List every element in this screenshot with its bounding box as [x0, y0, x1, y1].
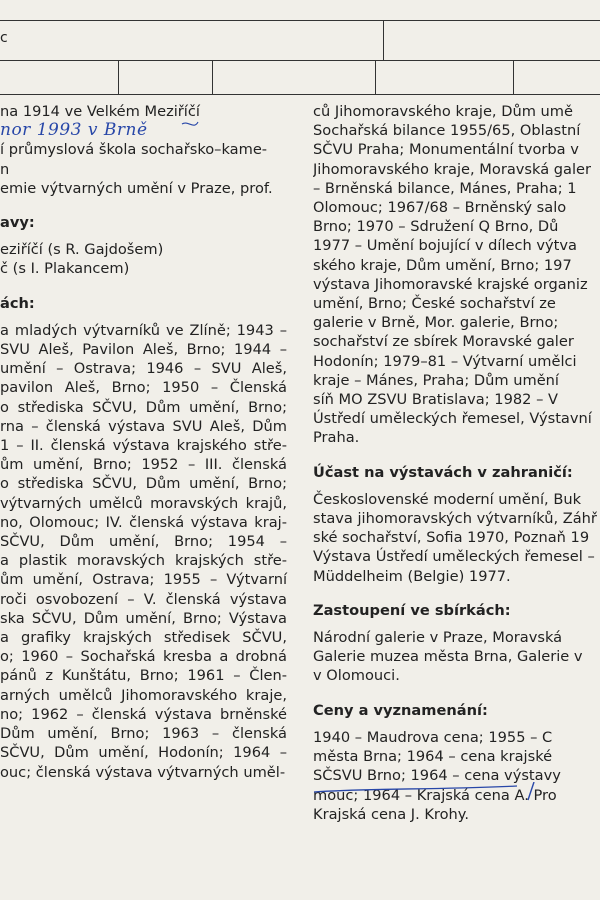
exhibition-line: ům umění, Ostrava; 1955 – Výtvarní — [0, 571, 287, 589]
award-line: Krajská cena J. Krohy. — [313, 805, 469, 823]
exhibition-line: galerie v Brně, Mor. galerie, Brno; — [313, 314, 559, 332]
header-separator-4 — [513, 60, 514, 94]
exhibition-line: Praha. — [313, 429, 360, 447]
header-glyph: c — [0, 30, 8, 46]
exhibition-line: pavilon Aleš, Brno; 1950 – Členská — [0, 379, 287, 397]
abroad-line: Müddelheim (Belgie) 1977. — [313, 567, 511, 585]
exhibition-line: síň MO ZSVU Bratislava; 1982 – V — [313, 391, 558, 409]
abroad-line: Výstava Ústředí uměleckých řemesel – — [313, 548, 595, 566]
exhibitions-list — [0, 321, 287, 782]
exhibition-line: 1977 – Umění bojující v dílech výtva — [313, 237, 577, 255]
exhibition-line: a plastik moravských krajských stře- — [0, 552, 287, 570]
exhibition-line: a mladých výtvarníků ve Zlíně; 1943 – — [0, 321, 287, 339]
exhibitions-continued-list — [313, 102, 600, 448]
abroad-line: Československé moderní umění, Buk — [313, 490, 582, 508]
exhibition-line: pánů z Kunštátu, Brno; 1961 – Člen- — [0, 667, 287, 685]
exhibition-line: Jihomoravského kraje, Moravská galer — [313, 160, 592, 178]
header-separator-3 — [375, 60, 376, 94]
exhibition-line: rna – členská výstava SVU Aleš, Dům — [0, 417, 287, 435]
education-line-3: emie výtvarných umění v Praze, prof. — [0, 179, 273, 197]
right-column — [313, 98, 600, 824]
header-separator-1 — [118, 60, 119, 94]
exhibition-line: SČVU Praha; Monumentální tvorba v — [313, 141, 579, 159]
collections-heading: Zastoupení ve sbírkách: — [313, 601, 511, 619]
abroad-list — [313, 490, 600, 586]
exhibition-line: o střediska SČVU, Dům umění, Brno; — [0, 475, 287, 493]
exhibition-line: o; 1960 – Sochařská kresba a drobná — [0, 648, 287, 666]
section-realizations-heading: avy: — [0, 214, 35, 232]
exhibition-line: kraje – Mánes, Praha; Dům umění — [313, 371, 559, 389]
exhibition-line: ům umění, Brno; 1952 – III. členská — [0, 456, 287, 474]
header-rule — [0, 60, 600, 61]
exhibition-line: SČVU, Dům umění, Hodonín; 1964 – — [0, 744, 287, 762]
exhibition-line: a grafiky krajských středisek SČVU, — [0, 629, 287, 647]
exhibition-line: Dům umění, Brno; 1963 – členská — [0, 725, 287, 743]
award-line: mouc; 1964 – Krajská cena A. Pro — [313, 786, 557, 804]
exhibition-line: ského kraje, Dům umění, Brno; 197 — [313, 256, 572, 274]
award-line: 1940 – Maudrova cena; 1955 – C — [313, 728, 553, 746]
exhibition-line: o střediska SČVU, Dům umění, Brno; — [0, 398, 287, 416]
top-column-separator — [383, 20, 384, 60]
exhibition-line: no, Olomouc; IV. členská výstava kraj- — [0, 513, 287, 531]
realization-line: eziříčí (s R. Gajdošem) — [0, 241, 164, 259]
handwritten-underline — [312, 782, 542, 816]
exhibition-line: 1 – II. členská výstava krajského stře- — [0, 437, 287, 455]
exhibition-line: – Brněnská bilance, Mánes, Praha; 1 — [313, 179, 577, 197]
birth-line: na 1914 ve Velkém Meziříčí — [0, 103, 200, 120]
exhibition-line: SČVU, Dům umění, Brno; 1954 – — [0, 533, 287, 551]
exhibition-line: umění – Ostrava; 1946 – SVU Aleš, — [0, 360, 287, 378]
collections-list — [313, 628, 600, 686]
award-line: města Brna; 1964 – cena krajské — [313, 748, 553, 766]
left-column — [0, 98, 299, 782]
top-rule — [0, 20, 600, 21]
collection-line: Galerie muzea města Brna, Galerie v — [313, 648, 583, 666]
exhibition-line: ouc; členská výstava výtvarných uměl- — [0, 763, 286, 781]
header-separator-2 — [212, 60, 213, 94]
awards-heading: Ceny a vyznamenání: — [313, 701, 488, 719]
exhibition-line: no; 1962 – členská výstava brněnské — [0, 705, 287, 723]
collection-line: v Olomouci. — [313, 667, 400, 685]
header-bottom-rule — [0, 94, 600, 95]
section-exhibitions-heading: ách: — [0, 294, 35, 312]
exhibition-line: Sochařská bilance 1955/65, Oblastní — [313, 122, 581, 140]
exhibition-line: ců Jihomoravského kraje, Dům umě — [313, 103, 573, 120]
exhibition-line: Brno; 1970 – Sdružení Q Brno, Dů — [313, 218, 559, 236]
exhibition-line: sochařství ze sbírek Moravské galer — [313, 333, 574, 351]
exhibition-line: ska SČVU, Dům umění, Brno; Výstava — [0, 609, 287, 627]
abroad-line: ské sochařství, Sofia 1970, Poznaň 19 — [313, 529, 590, 547]
abroad-heading: Účast na výstavách v zahraničí: — [313, 463, 573, 481]
education-line-1: í průmyslová škola sochařsko–kame- — [0, 141, 268, 159]
handwritten-death-note: nor 1993 v Brně — [0, 120, 148, 141]
exhibition-line: umění, Brno; České sochařství ze — [313, 295, 556, 313]
award-line: SČSVU Brno; 1964 – cena výstavy — [313, 767, 561, 785]
exhibition-line: výtvarných umělců moravských krajů, — [0, 494, 287, 512]
exhibition-line: Olomouc; 1967/68 – Brněnský salo — [313, 199, 567, 217]
exhibition-line: výstava Jihomoravské krajské organiz — [313, 275, 588, 293]
exhibition-line: roči osvobození – V. členská výstava — [0, 590, 287, 608]
exhibition-line: SVU Aleš, Pavilon Aleš, Brno; 1944 – — [0, 341, 287, 359]
exhibition-line: Hodonín; 1979–81 – Výtvarní umělci — [313, 352, 577, 370]
education-line-2: n — [0, 160, 10, 178]
exhibition-line: Ústředí uměleckých řemesel, Výstavní — [313, 410, 592, 428]
exhibition-line: arných umělců Jihomoravského kraje, — [0, 686, 287, 704]
abroad-line: stava jihomoravských výtvarníků, Záhř — [313, 510, 597, 528]
handwritten-scribble — [180, 120, 200, 140]
collection-line: Národní galerie v Praze, Moravská — [313, 629, 563, 647]
realization-line: č (s I. Plakancem) — [0, 260, 130, 278]
